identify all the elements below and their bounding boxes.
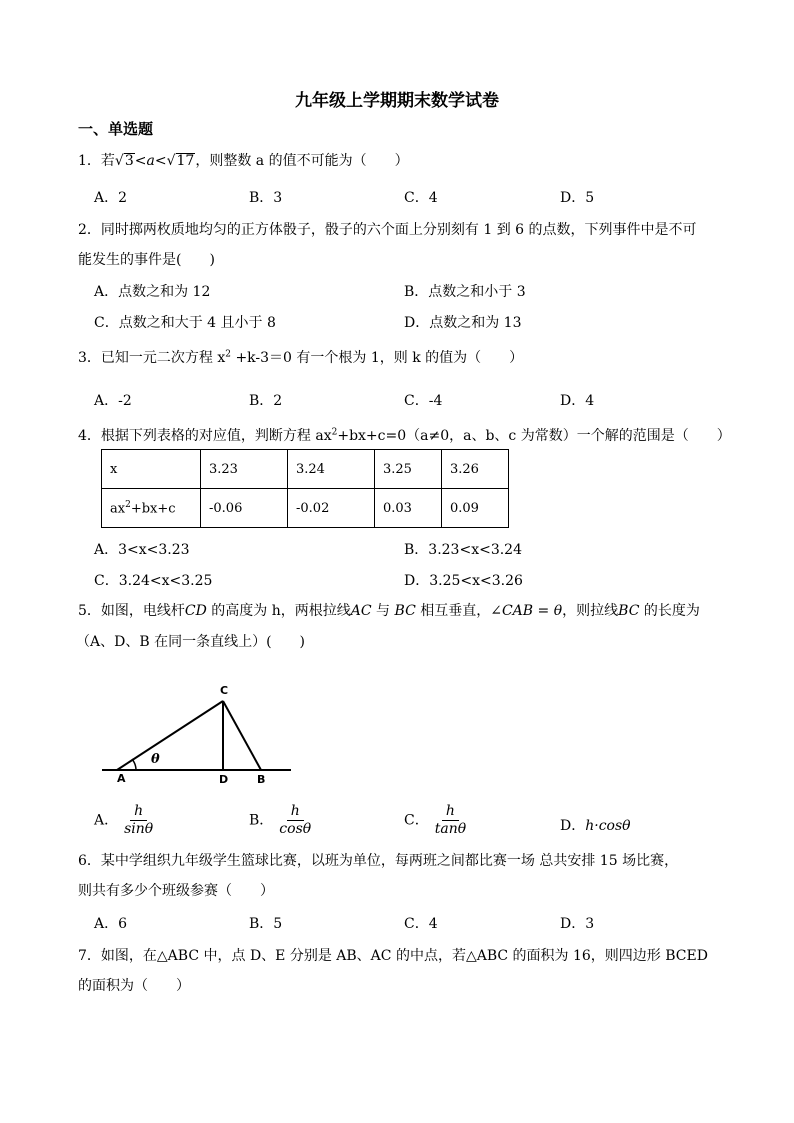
denominator: tanθ	[434, 821, 467, 837]
q6-option-c: C．4	[404, 916, 438, 932]
q5-ac: AC	[350, 603, 372, 619]
denominator: cosθ	[279, 821, 312, 837]
table-row	[102, 489, 509, 528]
fraction	[433, 803, 468, 838]
fraction	[277, 803, 313, 838]
q6-option-a: A．6	[94, 916, 128, 932]
section-heading: 一、单选题	[78, 120, 154, 138]
q6-option-b: B．5	[249, 916, 283, 932]
q2-line1: 2．同时掷两枚质地均匀的正方体骰子，骰子的六个面上分别刻有 1 到 6 的点数，下列事件中是不可	[78, 222, 697, 238]
option-label: B．	[249, 812, 274, 829]
q1-option-c: C．4	[404, 190, 438, 206]
q3-pre: 3．已知一元二次方程 x	[78, 350, 226, 366]
q6-option-d: D．3	[560, 916, 595, 932]
table-cell: 0.09	[442, 489, 509, 528]
q3-post: +k-3＝0 有一个根为 1，则 k 的值为（ ）	[231, 350, 524, 366]
q5-text: 5．如图，电线杆	[78, 603, 185, 619]
q1-lt2: <	[154, 153, 167, 169]
q4-pre: 4．根据下列表格的对应值，判断方程 ax	[78, 428, 332, 444]
option-expression: h·cosθ	[585, 818, 631, 834]
q4-value-table	[101, 449, 509, 528]
q7-line2: 的面积为（ ）	[78, 978, 190, 994]
q5-figure	[95, 680, 300, 790]
cell-sup: 2	[125, 499, 131, 510]
table-cell: -0.02	[288, 489, 375, 528]
question-3	[78, 347, 523, 367]
q5-cd: CD	[184, 603, 207, 619]
table-cell: 3.26	[442, 450, 509, 489]
q4-option-b: B．3.23<x<3.24	[404, 542, 522, 558]
q5-text: 的高度为 h，两根拉线	[206, 603, 351, 619]
numerator: h	[130, 803, 147, 821]
q1-option-a: A．2	[94, 190, 128, 206]
q3-option-c: C．-4	[404, 393, 443, 409]
q1-suffix: ，则整数 a 的值不可能为（ ）	[195, 153, 409, 169]
q5-text: 与	[371, 603, 395, 619]
q1-inequality: √3<a<√17	[114, 153, 195, 169]
q1-prefix: 1．若	[78, 153, 115, 169]
q1-sqrt-b: 17	[176, 153, 195, 169]
q3-option-d: D．4	[560, 393, 595, 409]
label-c: C	[220, 684, 229, 697]
cell-text: +bx+c	[130, 501, 176, 517]
q5-text: ，则拉线	[562, 603, 619, 619]
q4-sup: 2	[331, 427, 338, 438]
q1-lt1: <	[134, 153, 147, 169]
label-theta: θ	[151, 752, 160, 767]
table-cell: 0.03	[375, 489, 442, 528]
q5-text: 的长度为	[639, 603, 700, 619]
q4-option-a: A．3<x<3.23	[94, 542, 190, 558]
q7-line1: 7．如图，在△ABC 中，点 D、E 分别是 AB、AC 的中点，若△ABC 的面积为 16，则四边形 BCED	[78, 948, 708, 964]
table-row	[102, 450, 509, 489]
denominator: sinθ	[124, 821, 154, 837]
option-label: D．	[560, 818, 586, 834]
q4-post: +bx+c=0（a≠0，a、b、c 为常数）一个解的范围是（ ）	[337, 428, 731, 444]
option-label: A．	[94, 812, 119, 829]
q1-var: a	[146, 153, 155, 169]
q5-text: 相互垂直，	[415, 603, 491, 619]
q5-line2: （A、D、B 在同一条直线上）( )	[76, 634, 305, 650]
q5-option-d	[560, 815, 631, 835]
q5-option-a	[94, 803, 155, 838]
label-b: B	[257, 773, 266, 786]
q2-option-a: A．点数之和为 12	[94, 284, 211, 300]
q1-sqrt-a: 3	[124, 153, 134, 169]
page-title: 九年级上学期期末数学试卷	[295, 91, 499, 111]
numerator: h	[287, 803, 304, 821]
q2-option-b: B．点数之和小于 3	[404, 284, 526, 300]
question-1	[78, 150, 409, 170]
q3-option-b: B．2	[249, 393, 283, 409]
q5-angle: ∠CAB = θ	[490, 603, 563, 619]
q3-option-a: A．-2	[94, 393, 132, 409]
q1-option-d: D．5	[560, 190, 595, 206]
label-d: D	[219, 773, 229, 786]
table-cell	[102, 489, 201, 528]
table-cell: 3.23	[201, 450, 288, 489]
table-cell: 3.25	[375, 450, 442, 489]
fraction	[122, 803, 155, 838]
q5-bc: BC	[618, 603, 640, 619]
table-cell: 3.24	[288, 450, 375, 489]
table-cell: x	[102, 450, 201, 489]
q5-option-c	[404, 803, 468, 838]
angle-arc	[132, 759, 136, 770]
numerator: h	[442, 803, 459, 821]
q6-line1: 6．某中学组织九年级学生篮球比赛，以班为单位，每两班之间都比赛一场 总共安排 15 场比赛，	[78, 853, 679, 869]
cell-text: ax	[110, 501, 126, 517]
q2-option-d: D．点数之和为 13	[404, 315, 522, 331]
q2-option-c: C．点数之和大于 4 且小于 8	[94, 315, 276, 331]
question-4	[78, 425, 731, 445]
q5-bc: BC	[394, 603, 416, 619]
q4-option-d: D．3.25<x<3.26	[404, 573, 523, 589]
q4-option-c: C．3.24<x<3.25	[94, 573, 213, 589]
q6-line2: 则共有多少个班级参赛（ ）	[78, 883, 274, 899]
q5-option-b	[249, 803, 313, 838]
label-a: A	[117, 772, 126, 785]
option-label: C．	[404, 812, 429, 829]
q2-line2: 能发生的事件是( )	[78, 252, 215, 268]
q5-line1	[78, 600, 700, 620]
wire-bc	[223, 701, 261, 770]
q3-sup: 2	[225, 349, 231, 360]
table-cell: -0.06	[201, 489, 288, 528]
q1-option-b: B．3	[249, 190, 283, 206]
